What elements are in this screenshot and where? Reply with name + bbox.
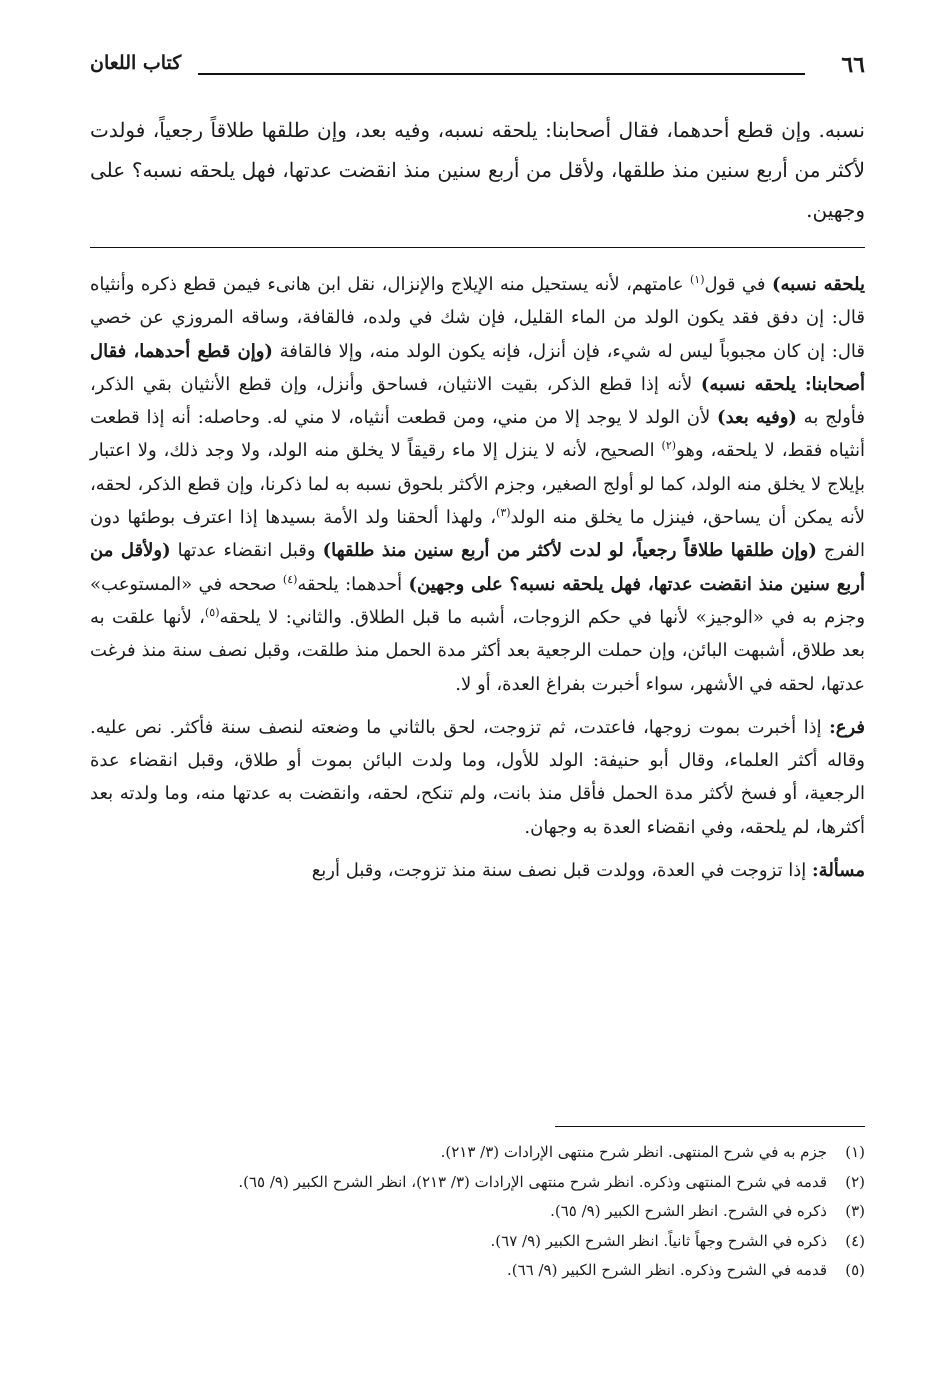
footnotes — [90, 1138, 865, 1286]
footnote-1 — [90, 1138, 865, 1168]
footnote-text: ذكره في الشرح وجهاً ثانياً. انظر الشرح الكبير (٩/ ٦٧). — [490, 1231, 827, 1250]
commentary — [90, 268, 865, 887]
text-run: إذا تزوجت في العدة، وولدت قبل نصف سنة منذ تزوجت، وقبل أربع — [311, 860, 813, 882]
commentary-paragraph-3 — [90, 854, 865, 887]
footnote-5 — [90, 1256, 865, 1286]
page-number: ٦٦ — [841, 52, 865, 78]
footnote-number: (١) — [845, 1143, 865, 1161]
section-divider — [90, 247, 865, 248]
footnote-text: جزم به في شرح المنتهى. انظر شرح منتهى الإرادات (٣/ ٢١٣). — [440, 1143, 827, 1161]
text-run: وقبل انقضاء عدتها — [170, 540, 323, 562]
bold-phrase: مسألة: — [812, 860, 865, 882]
footnote-number: (٥) — [845, 1261, 865, 1279]
footnote-number: (٤) — [845, 1231, 865, 1250]
bold-phrase: يلحقه نسبه) — [771, 274, 865, 295]
text-run: الصحيح، لأنه لا ينزل إلا ماء رقيقاً لا يخلق منه الولد، ولا وجد ذلك، ولا اعتبار بإيلاج لا يخلق منه الولد، كما لو أولج الصغير، وجزم الأكثر بلحوق نسبه به لما ذكرنا، وإن قطع الذكر، لحقه، لأنه يمكن أن يساحق، فينزل ما يخلق منه الولد — [90, 440, 865, 529]
text-run: صححه في «المستوعب» وجزم به في «الوجيز» لأنها في حكم الزوجات، أشبه ما قبل الطلاق. والثاني: لا يلحقه — [90, 573, 866, 628]
text-run: عامتهم، لأنه يستحيل منه الإيلاج والإنزال، نقل ابن هانىء فيمن قطع ذكره وأنثياه قال: إن دفق فقد يكون الولد من الماء القليل، فإن شك في ولده، فالقافة، وساقه المروزي عن خصي قال: إن كان مجبوباً ليس له شيء، فإن أنزل، فإنه يكون الولد منه، وإلا فالقافة — [90, 274, 865, 362]
main-text: نسبه. وإن قطع أحدهما، فقال أصحابنا: يلحقه نسبه، وفيه بعد، وإن طلقها طلاقاً رجعياً، فولدت لأكثر من أربع سنين منذ طلقها، ولأقل من أربع سنين منذ انقضت عدتها، فهل يلحقه نسبه؟ على وجهين. — [90, 118, 865, 222]
book-page — [90, 0, 865, 1375]
footnote-ref: (١) — [689, 273, 705, 286]
footnote-number: (٢) — [845, 1172, 865, 1191]
footnote-ref: (٣) — [496, 506, 511, 520]
bold-phrase: (وفيه بعد) — [717, 407, 797, 429]
footnote-ref: (٢) — [661, 439, 677, 453]
commentary-paragraph-2 — [90, 711, 865, 844]
footnote-ref: (٥) — [204, 605, 220, 619]
header-rule — [198, 73, 805, 75]
text-run: ، ولهذا ألحقنا ولد الأمة بسيدها إذا اعترف بوطئها دون الفرج — [90, 507, 865, 562]
page-header — [90, 52, 865, 84]
text-run: إذا أخبرت بموت زوجها، فاعتدت، ثم تزوجت، لحق بالثاني ما وضعته لنصف سنة فأكثر. نص عليه. وقاله أكثر العلماء، وقال أبو حنيفة: الولد للأول، وما ولدت البائن بموت أو طلاق، وقبل انقضاء عدة الرجعية، أو فسخ لأكثر مدة الحمل فأقل منذ بانت، ولم تنكح، لحقه، وانقضت به عدتها منه، وما ولدته بعد أكثرها، لم يلحقه، وفي انقضاء العدة به وجهان. — [90, 716, 865, 838]
footnote-text: قدمه في الشرح وذكره. انظر الشرح الكبير (٩/ ٦٦). — [506, 1261, 827, 1279]
bold-phrase: (وإن طلقها طلاقاً رجعياً، لو لدت لأكثر من أربع سنين منذ طلقها) — [322, 540, 817, 562]
footnote-4 — [90, 1227, 865, 1257]
bold-phrase: (وإن قطع أحدهما، فقال أصحابنا: يلحقه نسبه) — [90, 340, 865, 395]
commentary-paragraph-1 — [90, 268, 865, 701]
footnote-text: ذكره في الشرح. انظر الشرح الكبير (٩/ ٦٥). — [550, 1202, 827, 1220]
footnotes-rule — [555, 1126, 865, 1127]
bold-phrase: فرع: — [829, 716, 865, 738]
footnote-ref: (٤) — [282, 572, 298, 586]
book-title: كتاب اللعان — [90, 52, 182, 74]
footnote-2 — [90, 1168, 865, 1198]
text-run: لأن الولد لا يوجد إلا من مني، ومن قطعت أنثياه، لا مني له. وحاصله: أنه إذا قطعت أنثياه فقط، لا يلحقه، وهو — [90, 407, 866, 462]
footnote-number: (٣) — [845, 1202, 865, 1220]
text-run: ، لأنها علقت به بعد طلاق، أشبهت البائن، وإن حملت الرجعية بعد أكثر مدة الحمل منذ طلقت، وقبل نصف سنة منذ فرغت عدتها، لحقه في الأشهر، سواء أخبرت بفراغ العدة، أو لا. — [90, 606, 865, 695]
text-run: أحدهما: يلحقه — [297, 573, 409, 595]
text-run: في قول — [704, 274, 772, 295]
footnote-text: قدمه في شرح المنتهى وذكره. انظر شرح منتهى الإرادات (٣/ ٢١٣)، انظر الشرح الكبير (٩/ ٦٥). — [238, 1172, 827, 1191]
text-run: لأنه إذا قطع الذكر، بقيت الانثيان، فساحق وأنزل، وإن قطع الأنثيان بقي الذكر، فأولج به — [90, 373, 865, 429]
bold-phrase: (ولأقل من أربع سنين منذ انقضت عدتها، فهل يلحقه نسبه؟ على وجهين) — [90, 540, 865, 595]
footnote-3 — [90, 1197, 865, 1227]
